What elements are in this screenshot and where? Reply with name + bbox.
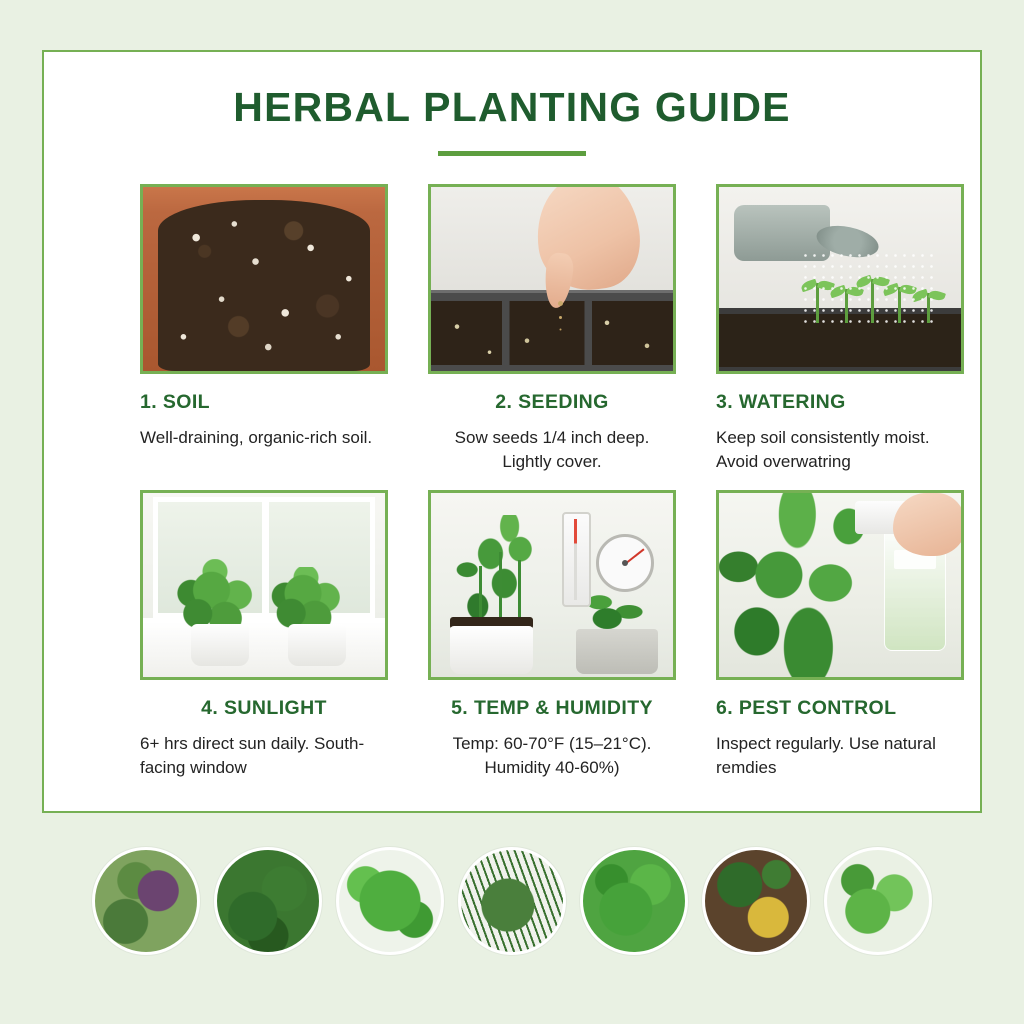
step-image-pest-control (716, 490, 964, 680)
step-card-soil (140, 184, 388, 474)
step-card-seeding (428, 184, 676, 474)
rosemary-circle (458, 847, 566, 955)
mint-circle (580, 847, 688, 955)
cilantro-circle (824, 847, 932, 955)
sweet-basil-circle (336, 847, 444, 955)
page-title: HERBAL PLANTING GUIDE (233, 84, 791, 130)
step-title-sunlight: 4. SUNLIGHT (201, 697, 327, 720)
step-title-temp-humidity: 5. TEMP & HUMIDITY (451, 697, 653, 720)
step-description-sunlight: 6+ hrs direct sun daily. South-facing window (140, 734, 365, 778)
step-card-pest-control (716, 490, 964, 780)
title-divider (438, 151, 586, 156)
step-card-watering (716, 184, 964, 474)
step-image-watering (716, 184, 964, 374)
step-image-temp-humidity (428, 490, 676, 680)
guide-card (42, 50, 982, 813)
step-card-sunlight (140, 490, 388, 780)
herb-thumbnail-strip (0, 847, 1024, 955)
step-description-seeding: Sow seeds 1/4 inch deep. Lightly cover. (454, 428, 650, 472)
step-description-watering: Keep soil consistently moist. Avoid overwatring (716, 428, 930, 472)
step-title-soil: 1. SOIL (140, 391, 210, 413)
step-image-soil (140, 184, 388, 374)
step-description-pest-control: Inspect regularly. Use natural remdies (716, 734, 936, 778)
purple-basil-circle (92, 847, 200, 955)
mustard-seed-bowl-circle (702, 847, 810, 955)
bay-laurel-circle (214, 847, 322, 955)
step-card-temp-humidity (428, 490, 676, 780)
step-title-seeding: 2. SEEDING (495, 391, 609, 413)
steps-grid (44, 184, 980, 781)
step-description-temp-humidity: Temp: 60-70°F (15–21°C). Humidity 40-60%) (452, 734, 652, 778)
step-title-watering: 3. WATERING (716, 391, 846, 413)
step-description-soil: Well-draining, organic-rich soil. (140, 428, 373, 447)
step-title-pest-control: 6. PEST CONTROL (716, 697, 897, 720)
step-image-seeding (428, 184, 676, 374)
step-image-sunlight (140, 490, 388, 680)
